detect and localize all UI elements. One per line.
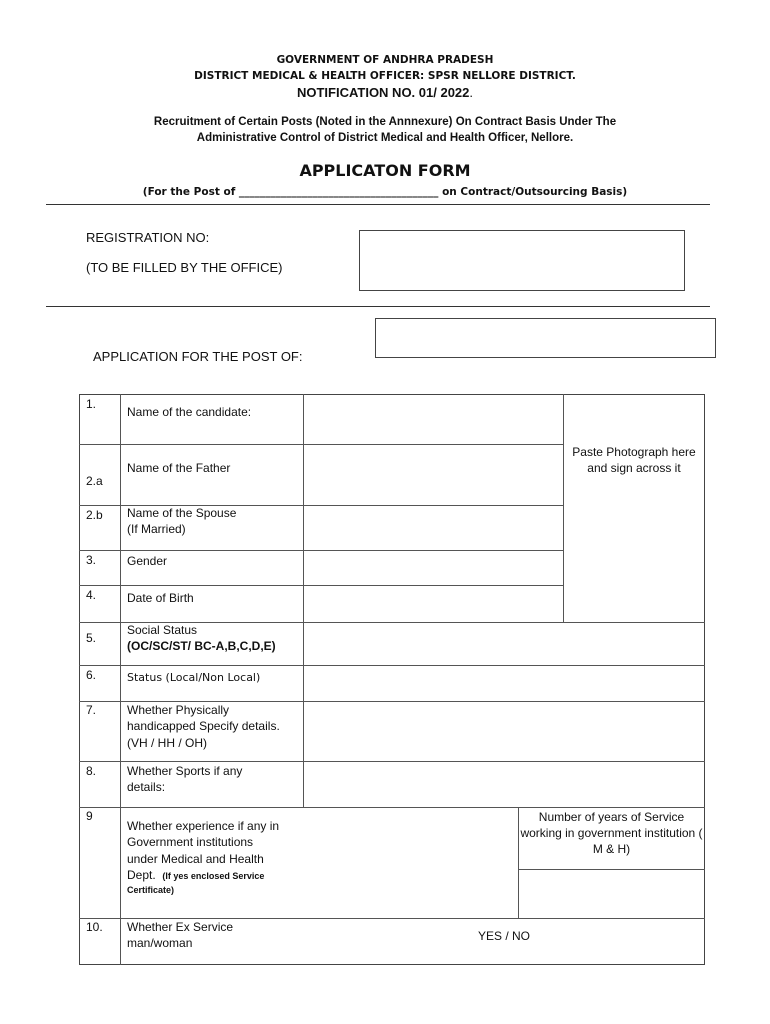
social-status-options: (OC/SC/ST/ BC-A,B,C,D,E) — [127, 639, 276, 653]
col-divider-number — [120, 394, 121, 965]
row-number: 2.b — [86, 508, 103, 522]
father-name-field[interactable] — [304, 445, 562, 504]
experience-field[interactable] — [304, 808, 517, 917]
col-divider-photo — [563, 394, 564, 622]
ex-service-label-2: man/woman — [127, 936, 193, 950]
row-number: 8. — [86, 764, 97, 778]
handicap-label-2: handicapped Specify details. — [127, 719, 280, 733]
father-name-label: Name of the Father — [127, 461, 231, 475]
sports-field[interactable] — [304, 762, 704, 806]
office-heading: DISTRICT MEDICAL & HEALTH OFFICER: SPSR NELLORE DISTRICT. — [194, 70, 576, 82]
spouse-name-note: (If Married) — [127, 522, 186, 536]
experience-label-3: under Medical and Health — [127, 852, 264, 866]
divider-middle — [46, 306, 710, 307]
service-years-header: Number of years of Service working in government institution ( M & H) — [520, 810, 703, 856]
ex-service-label: Whether Ex Service — [127, 920, 234, 934]
sports-label-2: details: — [127, 780, 166, 794]
row-number: 4. — [86, 588, 97, 602]
row-number: 6. — [86, 668, 97, 682]
candidate-name-field[interactable] — [304, 395, 562, 443]
row-number: 10. — [86, 920, 103, 934]
row-number: 7. — [86, 703, 97, 717]
experience-label-4: Dept. (If yes enclosed Service — [127, 868, 265, 882]
social-status-field[interactable] — [304, 623, 704, 664]
sports-label: Whether Sports if any — [127, 764, 243, 778]
row-number: 1. — [86, 397, 97, 411]
experience-label: Whether experience if any in — [127, 819, 280, 833]
dob-field[interactable] — [304, 586, 562, 621]
local-status-field[interactable] — [304, 666, 704, 700]
experience-label-5: Certificate) — [127, 885, 175, 895]
notification-heading: NOTIFICATION NO. 01/ 2022. — [296, 85, 474, 100]
row-number: 3. — [86, 553, 97, 567]
handicap-field[interactable] — [304, 702, 704, 760]
ex-service-yes-no[interactable]: YES / NO — [477, 929, 530, 943]
recruitment-line-1: Recruitment of Certain Posts (Noted in the Annnexure) On Contract Basis Under The — [153, 116, 617, 128]
experience-label-2: Government institutions — [127, 835, 254, 849]
gender-label: Gender — [127, 554, 168, 568]
registration-number-field[interactable] — [359, 230, 685, 291]
form-title: APPLICATON FORM — [299, 161, 471, 180]
candidate-name-label: Name of the candidate: — [127, 405, 252, 419]
service-years-field[interactable] — [519, 870, 704, 917]
row-number: 9 — [86, 809, 93, 823]
social-status-label: Social Status — [127, 623, 198, 637]
gender-field[interactable] — [304, 551, 562, 584]
registration-note: (TO BE FILLED BY THE OFFICE) — [86, 260, 283, 275]
spouse-name-field[interactable] — [304, 506, 562, 549]
dob-label: Date of Birth — [127, 591, 194, 605]
post-applied-field[interactable] — [375, 318, 716, 358]
spouse-name-label: Name of the Spouse — [127, 506, 237, 520]
divider-top — [46, 204, 710, 205]
photo-box[interactable]: Paste Photograph here and sign across it — [572, 445, 696, 475]
recruitment-line-2: Administrative Control of District Medical and Health Officer, Nellore. — [196, 132, 574, 144]
application-post-label: APPLICATION FOR THE POST OF: — [93, 349, 303, 364]
registration-label: REGISTRATION NO: — [86, 230, 210, 245]
handicap-label: Whether Physically — [127, 703, 230, 717]
government-heading: GOVERNMENT OF ANDHRA PRADESH — [276, 54, 494, 66]
handicap-types: (VH / HH / OH) — [127, 736, 207, 750]
row-number: 5. — [86, 631, 97, 645]
row-number: 2.a — [86, 474, 103, 488]
post-line: (For the Post of ______________________________________ on Contract/Outsourcing Basis) — [142, 186, 628, 198]
local-status-label: Status (Local/Non Local) — [127, 671, 261, 684]
